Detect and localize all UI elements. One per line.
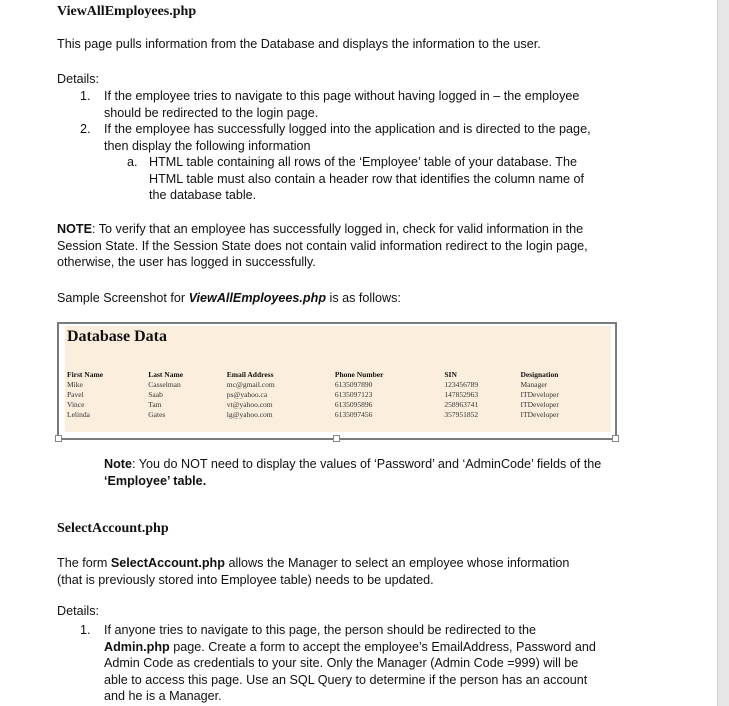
sublist-line: HTML table must also contain a header row that identifies the column name of (149, 171, 584, 186)
note-line: otherwise, the user has logged in successfully. (57, 255, 316, 269)
list-item-line: page. Create a form to accept the employee’s EmailAddress, Password and (169, 639, 596, 654)
intro-text: allows the Manager to select an employee whose information (224, 556, 570, 570)
table-cell: Gates (148, 410, 166, 419)
section2-intro (57, 555, 569, 588)
table-cell: 258963741 (444, 400, 479, 409)
table-cell: 6135097123 (334, 390, 373, 399)
sublist-item-text (149, 154, 584, 204)
note-paragraph (57, 221, 588, 271)
sublist-line: the database table. (149, 188, 257, 202)
column-header: Last Name (148, 370, 184, 379)
table-cell: Casselman (148, 380, 181, 389)
list-item-line: should be redirected to the login page. (104, 105, 319, 120)
intro-line: (that is previously stored into Employee table) needs to be updated. (57, 572, 434, 587)
column-header: Phone Number (334, 370, 384, 379)
details-label: Details: (57, 604, 99, 618)
list-item-text (104, 622, 596, 705)
section-title-viewallemployees: ViewAllEmployees.php (57, 4, 197, 19)
column-header: Designation (520, 370, 559, 379)
intro-filename: SelectAccount.php (110, 556, 225, 570)
item-filename: Admin.php (104, 639, 170, 654)
list-item-line: If anyone tries to navigate to this page, the person should be redirected to the (104, 623, 536, 637)
table-cell: ITDeveloper (520, 410, 559, 419)
caption-filename: ViewAllEmployees.php (188, 291, 327, 305)
table-cell: Mike (67, 380, 83, 389)
table-cell: mc@gmail.com (226, 380, 275, 389)
table-cell: Pavel (67, 390, 84, 399)
table-cell: lg@yahoo.com (226, 410, 273, 419)
table-cell: Vince (67, 400, 85, 409)
list-number: 1. (80, 623, 91, 637)
column-header: Email Address (226, 370, 274, 379)
sublist-letter: a. (127, 155, 138, 169)
table-cell: Manager (520, 380, 548, 389)
list-item-line: If the employee tries to navigate to this page without having logged in – the employee (104, 89, 580, 103)
table-row (67, 390, 607, 400)
note2-label: Note (104, 457, 132, 471)
list-item-text (104, 121, 591, 154)
note-line: : To verify that an employee has successfully logged in, check for valid information in the (91, 222, 584, 236)
table-cell: ps@yahoo.ca (226, 390, 268, 399)
note2-line: ‘Employee’ table. (104, 473, 207, 488)
caption-text: is as follows: (326, 291, 401, 305)
table-row (67, 400, 607, 410)
note-label: NOTE (57, 222, 92, 236)
note-line: Session State. If the Session State does not contain valid information redirect to the login page, (57, 238, 588, 253)
resize-handle[interactable] (612, 435, 619, 442)
screenshot-heading: Database Data (67, 328, 167, 345)
intro-text: The form (57, 556, 111, 570)
list-number: 1. (80, 89, 91, 103)
list-number: 2. (80, 122, 91, 136)
list-item-text (104, 88, 579, 121)
list-item-line: then display the following information (104, 138, 311, 153)
resize-handle[interactable] (55, 435, 62, 442)
sample-screenshot-image (57, 322, 617, 440)
table-cell: Saab (148, 390, 163, 399)
sublist-line: HTML table containing all rows of the ‘Employee’ table of your database. (149, 155, 552, 169)
caption-text: Sample Screenshot for (57, 291, 189, 305)
table-cell: 123456789 (444, 380, 479, 389)
table-cell: 6135097890 (334, 380, 373, 389)
list-item-line: and he is a Manager. (104, 689, 222, 703)
resize-handle[interactable] (333, 435, 340, 442)
section-title-selectaccount: SelectAccount.php (57, 521, 169, 536)
table-cell: 6135095896 (334, 400, 373, 409)
table-cell: 6135097456 (334, 410, 373, 419)
list-item-line: If the employee has successfully logged into the application and is directed to the page, (104, 122, 591, 136)
note2-line: : You do NOT need to display the values of ‘Password’ and ‘AdminCode’ fields of the (132, 457, 602, 471)
list-item-line: Admin Code as credentials to your site. Only the Manager (Admin Code =999) will be (104, 656, 579, 670)
column-header: SIN (444, 370, 457, 379)
table-cell: vt@yahoo.com (226, 400, 273, 409)
table-cell: ITDeveloper (520, 400, 559, 409)
table-row (67, 410, 607, 420)
table-cell: 147852963 (444, 390, 479, 399)
column-header: First Name (67, 370, 104, 379)
details-label: Details: (57, 72, 99, 86)
sample-caption (57, 290, 401, 307)
table-cell: 357951852 (444, 410, 479, 419)
table-row (67, 380, 607, 390)
sublist-line-trail: The (552, 155, 577, 169)
section-intro: This page pulls information from the Database and displays the information to the user. (57, 37, 541, 51)
list-item-line: able to access this page. Use an SQL Query to determine if the person has an account (104, 672, 588, 687)
employee-table (67, 370, 607, 420)
table-cell: ITDeveloper (520, 390, 559, 399)
note2-paragraph (104, 456, 601, 489)
table-cell: Tam (148, 400, 162, 409)
table-cell: Lelinda (67, 410, 90, 419)
